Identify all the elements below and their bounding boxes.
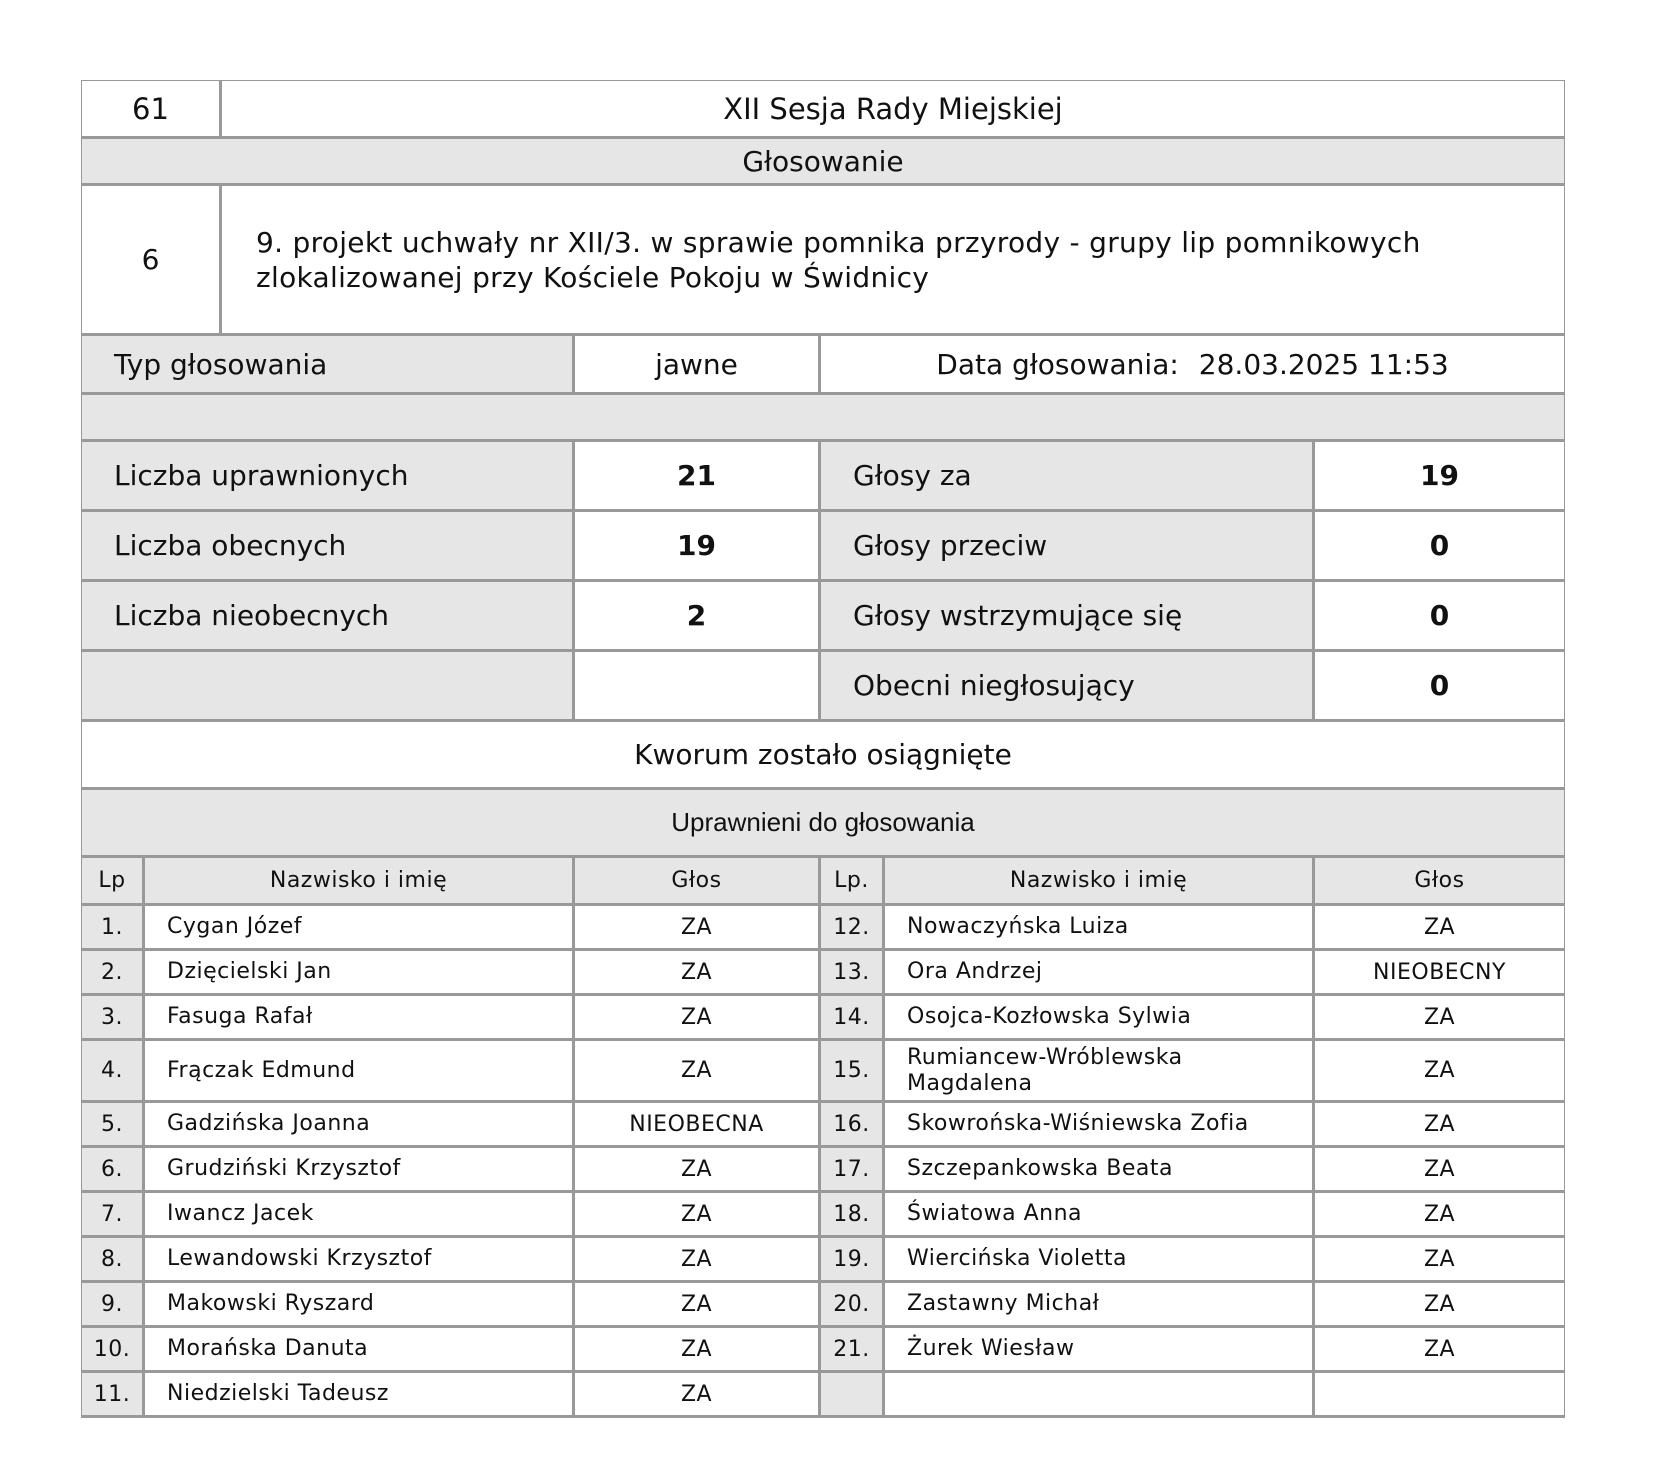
voter-vote: [1315, 1328, 1564, 1370]
voter-lp: [821, 1373, 885, 1415]
section-title-row: [82, 139, 1564, 186]
votes-for-value: 19: [1420, 459, 1459, 492]
voter-lp: [821, 1328, 885, 1370]
vote-type-value: jawne: [575, 336, 821, 392]
voter-vote-text: ZA: [680, 1291, 713, 1317]
voter-lp-text: 1.: [101, 914, 123, 940]
voter-name-text: Rumiancew-Wróblewska Magdalena: [907, 1044, 1183, 1096]
voter-name: [885, 1283, 1315, 1325]
voter-vote-text: ZA: [1423, 914, 1456, 940]
voter-vote: [575, 1238, 821, 1280]
voter-lp: [82, 1283, 145, 1325]
vote-type-label: Typ głosowania: [82, 336, 575, 392]
voter-vote: [1315, 906, 1564, 948]
voter-name: [145, 1283, 575, 1325]
vote-type-row: [82, 336, 1564, 395]
voter-name-text: Morańska Danuta: [167, 1336, 369, 1361]
voter-lp: [82, 1148, 145, 1190]
votes-for-label: Głosy za: [821, 442, 1315, 509]
voter-lp-text: 21.: [833, 1336, 870, 1362]
eligible-value: 21: [575, 442, 821, 509]
voter-vote-text: NIEOBECNY: [1373, 959, 1506, 985]
voter-name-text: Żurek Wiesław: [907, 1336, 1075, 1361]
voter-vote-text: ZA: [680, 1246, 713, 1272]
table-row: [82, 1328, 1564, 1373]
vote-date-value: 28.03.2025 11:53: [1198, 347, 1449, 381]
vote-subject-row: [82, 186, 1564, 336]
table-row: [82, 1373, 1564, 1418]
voter-vote: [575, 1193, 821, 1235]
eligible-label: Liczba uprawnionych: [82, 442, 575, 509]
session-header: [82, 80, 1564, 139]
not-voting-label: Obecni niegłosujący: [821, 652, 1315, 719]
voter-vote-text: ZA: [680, 914, 713, 940]
voter-name-text: Nowaczyńska Luiza: [907, 914, 1129, 939]
stats-row: [82, 512, 1564, 582]
absent-label: Liczba nieobecnych: [82, 582, 575, 649]
stats-row: [82, 582, 1564, 652]
voter-lp: [82, 996, 145, 1038]
vote-subject: 9. projekt uchwały nr XII/3. w sprawie pomnika przyrody - grupy lip pomnikowych zlokalizowanej przy Kościele Pokoju w Świdnicy: [256, 225, 1421, 294]
voters-table: [82, 906, 1564, 1418]
section-title: Głosowanie: [742, 144, 904, 178]
col-vote: Głos: [1414, 868, 1465, 893]
voter-name: [885, 951, 1315, 993]
table-row: [82, 906, 1564, 951]
voter-vote: [575, 1373, 821, 1415]
voter-name: [885, 996, 1315, 1038]
voter-name-text: Iwancz Jacek: [167, 1201, 314, 1226]
voter-lp-text: 15.: [833, 1058, 870, 1083]
voter-name-text: Lewandowski Krzysztof: [167, 1246, 432, 1271]
voter-name-text: Skowrońska-Wiśniewska Zofia: [907, 1111, 1249, 1136]
voter-lp: [821, 1193, 885, 1235]
voter-lp: [82, 1328, 145, 1370]
voter-lp-text: 19.: [833, 1246, 870, 1272]
voter-vote: [1315, 996, 1564, 1038]
table-row: [82, 1193, 1564, 1238]
votes-against-value: 0: [1429, 529, 1450, 562]
voter-vote-text: ZA: [680, 1336, 713, 1362]
vote-date: [821, 336, 1564, 392]
voter-name-text: Zastawny Michał: [907, 1291, 1100, 1316]
voter-name-text: Dzięcielski Jan: [167, 959, 332, 984]
voter-name-text: Niedzielski Tadeusz: [167, 1381, 389, 1406]
quorum-status: Kworum zostało osiągnięte: [634, 738, 1012, 771]
voter-name: [145, 1148, 575, 1190]
table-row: [82, 951, 1564, 996]
table-row: [82, 996, 1564, 1041]
vote-date-label: Data głosowania:: [936, 347, 1179, 381]
voter-lp-text: 11.: [93, 1381, 131, 1407]
voters-header: [82, 858, 1564, 906]
voter-lp-text: 7.: [101, 1201, 123, 1227]
voter-vote: [575, 1283, 821, 1325]
voter-name-text: Wiercińska Violetta: [907, 1246, 1127, 1271]
voter-lp: [821, 1238, 885, 1280]
voter-lp-text: 4.: [101, 1058, 123, 1083]
voter-name: [145, 1103, 575, 1145]
col-lp: Lp: [82, 858, 145, 903]
stats-row: [82, 652, 1564, 722]
voter-vote-text: ZA: [1423, 1201, 1456, 1227]
voter-name: [885, 1193, 1315, 1235]
voter-name: [145, 1373, 575, 1415]
voter-vote: [1315, 1238, 1564, 1280]
voter-lp: [821, 951, 885, 993]
voter-name: [145, 1238, 575, 1280]
voter-name: [885, 1041, 1315, 1100]
voter-lp: [82, 1373, 145, 1415]
voter-vote: [1315, 951, 1564, 993]
voter-vote-text: ZA: [1423, 1336, 1456, 1362]
voter-lp: [821, 996, 885, 1038]
voter-lp-text: 6.: [101, 1156, 123, 1182]
voter-name: [885, 1103, 1315, 1145]
abstain-label: Głosy wstrzymujące się: [821, 582, 1315, 649]
voter-vote: [575, 906, 821, 948]
voter-name-text: Grudziński Krzysztof: [167, 1156, 401, 1181]
voter-lp: [821, 1148, 885, 1190]
voter-vote-text: ZA: [680, 1156, 713, 1182]
table-row: [82, 1041, 1564, 1103]
present-label: Liczba obecnych: [82, 512, 575, 579]
voter-vote: [575, 951, 821, 993]
voter-vote: [1315, 1148, 1564, 1190]
voter-vote: [575, 1103, 821, 1145]
voter-name: [145, 1328, 575, 1370]
voter-name-text: Fasuga Rafał: [167, 1004, 313, 1029]
abstain-value: 0: [1429, 599, 1450, 632]
voter-lp-text: 20.: [833, 1291, 870, 1317]
session-number: 61: [82, 81, 222, 136]
table-row: [82, 1238, 1564, 1283]
col-name: Nazwisko i imię: [885, 858, 1315, 903]
voter-vote-text: ZA: [1423, 1111, 1456, 1137]
voter-vote: [575, 1328, 821, 1370]
voter-lp: [821, 1283, 885, 1325]
table-row: [82, 1103, 1564, 1148]
absent-value: 2: [575, 582, 821, 649]
voter-vote-text: ZA: [1423, 1058, 1456, 1083]
voter-vote-text: ZA: [680, 1058, 713, 1083]
voter-vote: [1315, 1103, 1564, 1145]
voting-report: [81, 80, 1565, 1418]
voter-name-text: Światowa Anna: [907, 1201, 1083, 1226]
voters-title-row: [82, 790, 1564, 858]
voter-vote-text: ZA: [680, 1004, 713, 1030]
table-row: [82, 1148, 1564, 1193]
voter-vote-text: ZA: [1423, 1156, 1456, 1182]
voter-vote-text: ZA: [680, 1381, 713, 1407]
quorum-row: [82, 722, 1564, 790]
voter-lp-text: 12.: [833, 914, 870, 940]
voter-name: [145, 906, 575, 948]
voter-lp: [82, 951, 145, 993]
voter-lp-text: 2.: [101, 959, 123, 985]
voter-lp-text: 13.: [833, 959, 870, 985]
voter-vote-text: ZA: [680, 1201, 713, 1227]
col-lp: Lp.: [821, 858, 885, 903]
voter-name-text: Cygan Józef: [167, 914, 303, 939]
voter-lp: [821, 1103, 885, 1145]
voter-lp-text: 3.: [101, 1004, 123, 1030]
voter-vote-text: ZA: [1423, 1246, 1456, 1272]
voter-lp-text: 8.: [101, 1246, 123, 1272]
voter-vote-text: ZA: [680, 959, 713, 985]
voter-lp: [82, 1103, 145, 1145]
voter-vote-text: NIEOBECNA: [629, 1111, 764, 1137]
voter-name: [885, 1328, 1315, 1370]
voter-name-text: Frączak Edmund: [167, 1057, 356, 1083]
voter-vote: [1315, 1193, 1564, 1235]
voter-lp-text: 9.: [101, 1291, 123, 1317]
session-title: XII Sesja Rady Miejskiej: [723, 91, 1063, 126]
voter-name: [885, 1238, 1315, 1280]
voter-lp-text: 10.: [93, 1336, 131, 1362]
voter-lp-text: 16.: [833, 1111, 870, 1137]
voter-lp-text: 5.: [101, 1111, 123, 1137]
voter-name: [885, 1373, 1315, 1415]
voter-name-text: Gadzińska Joanna: [167, 1111, 371, 1136]
voter-lp: [82, 1238, 145, 1280]
voter-name-text: Ora Andrzej: [907, 959, 1043, 984]
voter-lp-text: 14.: [833, 1004, 870, 1030]
voter-name-text: Osojca-Kozłowska Sylwia: [907, 1004, 1192, 1029]
voter-name: [885, 1148, 1315, 1190]
present-value: 19: [575, 512, 821, 579]
col-vote: Głos: [575, 858, 821, 903]
voter-lp-text: 18.: [833, 1201, 870, 1227]
voter-name: [885, 906, 1315, 948]
voter-name: [145, 1193, 575, 1235]
voter-lp: [82, 1041, 145, 1100]
voter-lp: [821, 1041, 885, 1100]
col-name: Nazwisko i imię: [145, 858, 575, 903]
voter-name: [145, 1041, 575, 1100]
vote-number: 6: [82, 186, 222, 333]
voter-vote: [1315, 1041, 1564, 1100]
voter-vote: [1315, 1283, 1564, 1325]
voter-name: [145, 951, 575, 993]
votes-against-label: Głosy przeciw: [821, 512, 1315, 579]
table-row: [82, 1283, 1564, 1328]
voter-lp: [82, 906, 145, 948]
voters-title: Uprawnieni do głosowania: [671, 807, 975, 837]
voter-vote-text: ZA: [1423, 1291, 1456, 1317]
voter-lp: [821, 906, 885, 948]
voter-name-text: Szczepankowska Beata: [907, 1156, 1173, 1181]
not-voting-value: 0: [1429, 669, 1450, 702]
spacer-row: [82, 395, 1564, 442]
voter-vote: [575, 1148, 821, 1190]
voter-vote: [575, 996, 821, 1038]
voter-vote-text: ZA: [1423, 1004, 1456, 1030]
voter-vote: [575, 1041, 821, 1100]
voter-vote: [1315, 1373, 1564, 1415]
voter-lp: [82, 1193, 145, 1235]
voter-name: [145, 996, 575, 1038]
voter-name-text: Makowski Ryszard: [167, 1291, 375, 1316]
stats-row: [82, 442, 1564, 512]
voter-lp-text: 17.: [833, 1156, 870, 1182]
